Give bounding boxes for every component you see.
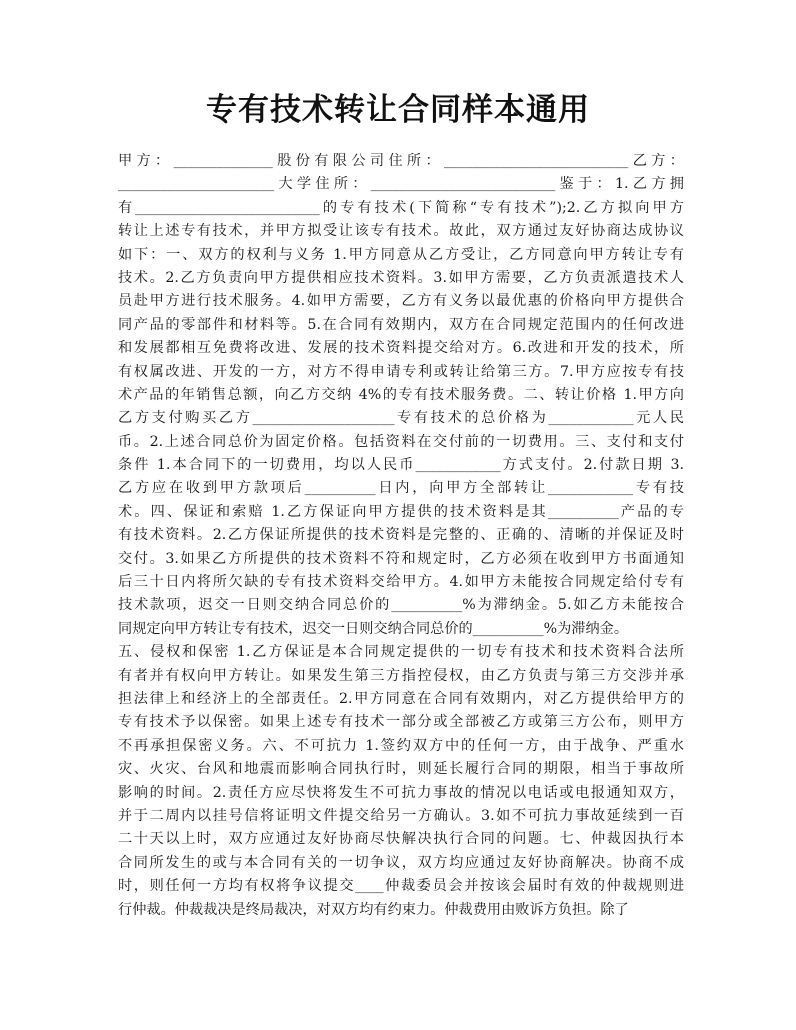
- document-title: 专有技术转让合同样本通用: [206, 92, 590, 128]
- body-text-line: 有权属改进、开发的一方，对方不得申请专利或转让给第三方。7.甲方应按专有技: [118, 363, 684, 380]
- body-text-line: 术产品的年销售总额，向乙方交纳 4%的专有技术服务费。二、转让价格 1.甲方向: [118, 386, 684, 403]
- body-text-line: 有者并有权向甲方转让。如果发生第三方指控侵权，由乙方负责与第三方交涉并承: [118, 667, 684, 684]
- body-text-line: 时，则任何一方均有权将争议提交____仲裁委员会并按该会届时有效的仲裁规则进: [118, 878, 684, 895]
- body-text-line: 并于二周内以挂号信将证明文件提交给另一方确认。3.如不可抗力事故延续到一百: [118, 807, 684, 824]
- body-text-line: 灾、火灾、台风和地震而影响合同执行时，则延长履行合同的期限，相当于事故所: [118, 761, 684, 778]
- body-text-line: 二十天以上时，双方应通过友好协商尽快解决执行合同的问题。七、仲裁因执行本: [118, 831, 684, 848]
- body-text-line: 有技术资料。2.乙方保证所提供的技术资料是完整的、正确的、清晰的并保证及时: [118, 527, 684, 544]
- body-text-line: 乙方支付购买乙方____________________专有技术的总价格为____________元人民: [118, 410, 684, 427]
- body-text-line: 专有技术予以保密。如果上述专有技术一部分或全部被乙方或第三方公布，则甲方: [118, 714, 684, 731]
- body-text-line: 交付。3.如果乙方所提供的技术资料不符和规定时，乙方必须在收到甲方书面通知: [118, 550, 684, 567]
- body-text-line: 术。四、保证和索赔 1.乙方保证向甲方提供的技术资料是其__________产品的专: [118, 503, 684, 520]
- body-text-line: 币。2.上述合同总价为固定价格。包括资料在交付前的一切费用。三、支付和支付: [118, 433, 684, 450]
- body-text-line: ______________________大学住所：__________________________鉴于：1.乙方拥: [118, 176, 684, 193]
- body-text-line: 乙方应在收到甲方款项后__________日内，向甲方全部转让____________专有技: [118, 480, 684, 497]
- body-text-line: 员赴甲方进行技术服务。4.如甲方需要，乙方有义务以最优惠的价格向甲方提供合: [118, 293, 684, 310]
- body-text-line: 担法律上和经济上的全部责任。2.甲方同意在合同有效期内，对乙方提供给甲方的: [118, 690, 684, 707]
- body-text-line: 后三十日内将所欠缺的专有技术资料交给甲方。4.如甲方未能按合同规定给付专有: [118, 574, 684, 591]
- body-text-line: 甲方：______________股份有限公司住所：__________________________乙方：: [118, 153, 684, 169]
- body-text-line: 行仲裁。仲裁裁决是终局裁决，对双方均有约束力。仲裁费用由败诉方负担。除了: [118, 901, 629, 918]
- body-text-line: 技术款项，迟交一日则交纳合同总价的__________%为滞纳金。5.如乙方未能按合: [118, 597, 684, 614]
- body-text-line: 如下：一、双方的权利与义务 1.甲方同意从乙方受让，乙方同意向甲方转让专有: [118, 246, 684, 263]
- body-text-line: 不再承担保密义务。六、不可抗力 1.签约双方中的任何一方，由于战争、严重水: [118, 737, 684, 754]
- body-text-line: 转让上述专有技术，并甲方拟受让该专有技术。故此，双方通过友好协商达成协议: [118, 223, 684, 240]
- body-text-line: 五、侵权和保密 1.乙方保证是本合同规定提供的一切专有技术和技术资料合法所: [118, 644, 684, 661]
- body-text-line: 影响的时间。2.责任方应尽快将发生不可抗力事故的情况以电话或电报通知双方，: [118, 784, 684, 801]
- body-text-line: 合同所发生的或与本合同有关的一切争议，双方均应通过友好协商解决。协商不成: [118, 854, 684, 871]
- body-text-line: 同产品的零部件和材料等。5.在合同有效期内，双方在合同规定范围内的任何改进: [118, 316, 684, 333]
- body-text-line: 技术。2.乙方负责向甲方提供相应技术资料。3.如甲方需要，乙方负责派遣技术人: [118, 269, 684, 286]
- body-text-line: 条件 1.本合同下的一切费用，均以人民币____________方式支付。2.付款日期 3.: [118, 457, 684, 474]
- body-text-line: 同规定向甲方转让专有技术，迟交一日则交纳合同总价的__________%为滞纳金。: [118, 620, 629, 637]
- body-text-line: 有__________________________的专有技术(下简称“专有技术”);2.乙方拟向甲方: [118, 199, 684, 216]
- document-body: [118, 150, 684, 922]
- body-text-line: 和发展都相互免费将改进、发展的技术资料提交给对方。6.改进和开发的技术，所: [118, 340, 684, 357]
